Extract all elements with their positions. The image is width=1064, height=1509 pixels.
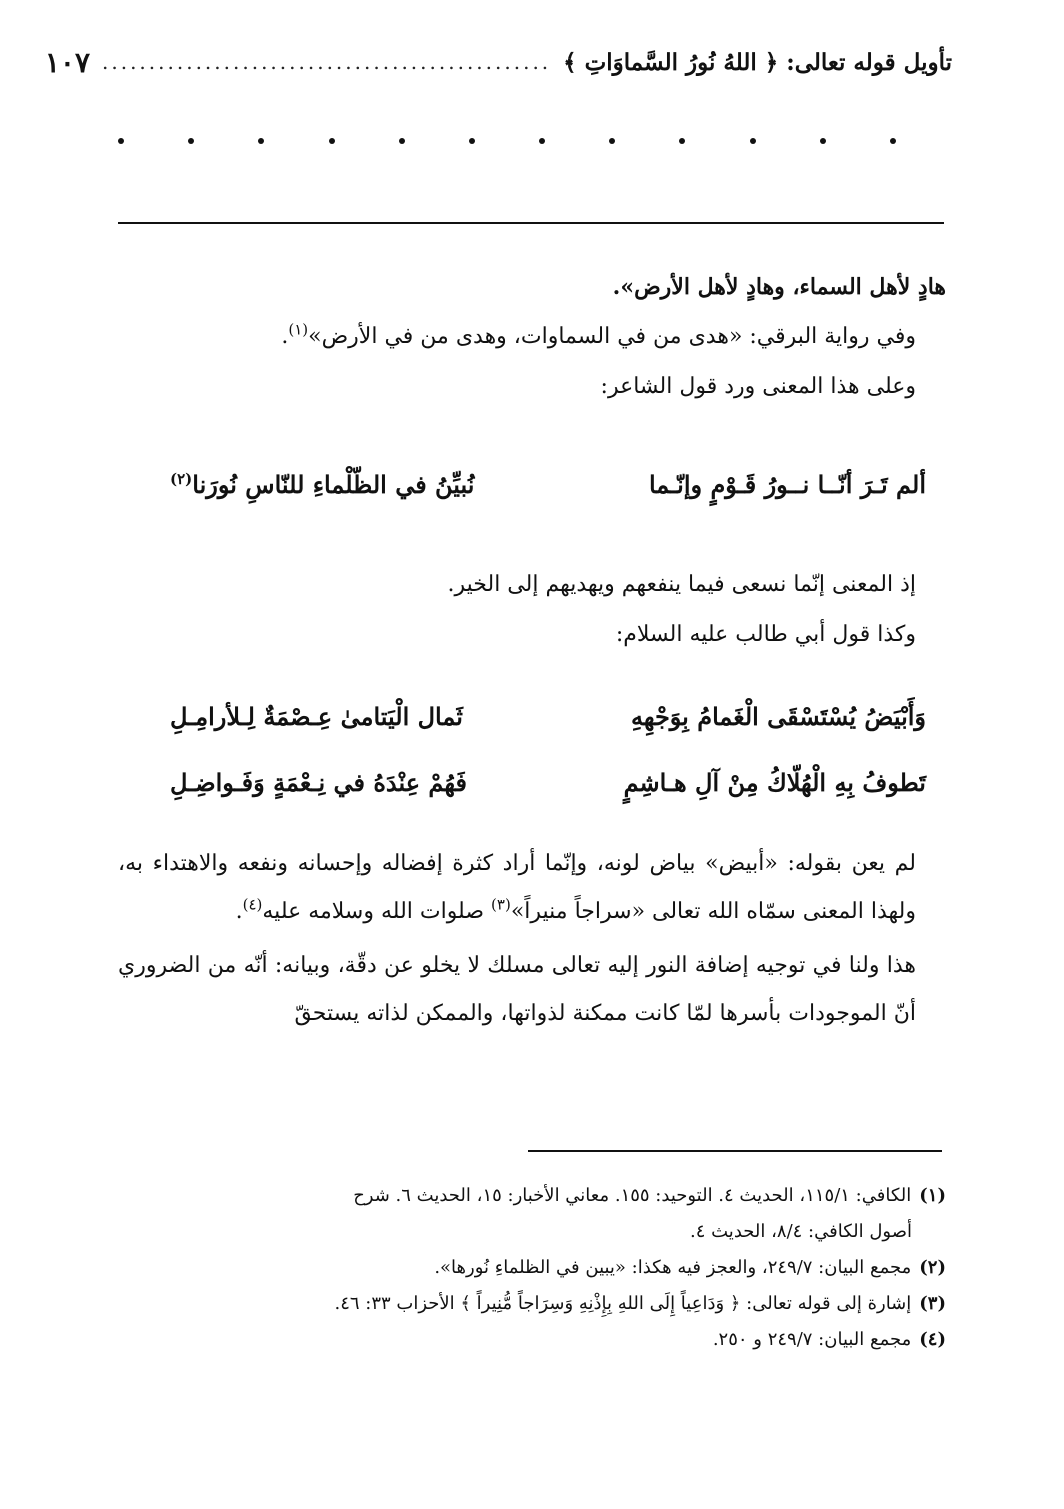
footnote-3-text: إشارة إلى قوله تعالى: ﴿ وَدَاعِياً إِلَى اللهِ بِإِذْنِهِ وَسِرَاجاً مُّنِيراً ﴾ الأحزاب ٣٣: ٤٦. (334, 1293, 912, 1314)
footnote-ref-2: (٢) (170, 470, 193, 488)
footnote-1-number: (١) (919, 1185, 946, 1206)
verse-3-first-hemistich: تَطوفُ بِهِ الْهُلّاكُ مِنْ آلِ هـاشِمٍ (623, 768, 926, 797)
footnote-ref-1: (١) (288, 320, 309, 339)
dot (329, 138, 335, 144)
footnote-2 (110, 1250, 946, 1286)
footnote-1-continued: أصول الكافي: ٨/٤، الحديث ٤. (690, 1221, 912, 1242)
page-number: ١٠٧ (44, 45, 90, 79)
paragraph-block-3 (118, 840, 946, 1038)
footnote-3-number: (٣) (919, 1293, 946, 1314)
footnote-2-number: (٢) (919, 1257, 946, 1278)
ornament-dots (118, 138, 896, 144)
verse-line-1 (170, 470, 926, 520)
footnote-1 (110, 1178, 946, 1214)
footnote-4-number: (٤) (919, 1329, 946, 1350)
footnote-4-text: مجمع البيان: ٢٤٩/٧ و ٢٥٠. (712, 1329, 912, 1350)
header-title: تأويل قوله تعالى: ﴿ اللهُ نُورُ السَّماوَاتِ ﴾ (563, 48, 952, 76)
running-header (44, 40, 952, 84)
paragraph-nur: هذا ولنا في توجيه إضافة النور إليه تعالى مسلك لا يخلو عن دقّة، وبيانه: أنّه من الضروري أنّ الموجودات بأسرها لمّا كانت ممكنة لذواتها، والممكن لذاته يستحقّ (118, 953, 916, 1026)
paragraph-poet-intro: وعلى هذا المعنى ورد قول الشاعر: (600, 374, 916, 399)
verse-2-second-hemistich: ثَمال الْيَتامىٰ عِـصْمَةٌ لِـلأرامِـلِ (170, 702, 463, 731)
footnote-4 (110, 1322, 946, 1358)
paragraph-abu-talib: وكذا قول أبي طالب عليه السلام: (615, 622, 916, 647)
footnote-divider (528, 1150, 942, 1152)
verse-2-first-hemistich: وَأَبْيَضُ يُسْتَسْقَى الْغَمامُ بِوَجْهِهِ (631, 702, 926, 731)
paragraph-barqi-text: وفي رواية البرقي: «هدى من في السماوات، وهدى من في الأرض» (308, 324, 916, 349)
footnote-1-text: الكافي: ١١٥/١، الحديث ٤. التوحيد: ١٥٥. معاني الأخبار: ١٥، الحديث ٦. شرح (353, 1185, 912, 1206)
dot (118, 138, 124, 144)
paragraph-abyad: لم يعن بقوله: «أبيض» بياض لونه، وإنّما أراد كثرة إفضاله وإحسانه ونفعه والاهتداء به، ولهذا المعنى سمّاه الله تعالى «سراجاً منيراً»$^{(٣)}$ صلوات الله وسلامه عليه$^{(٤)}$. (118, 851, 916, 924)
paragraph-meaning: إذ المعنى إنّما نسعى فيما ينفعهم ويهديهم إلى الخير. (447, 572, 916, 597)
verse-line-2 (170, 702, 926, 752)
dot (609, 138, 615, 144)
paragraph-hadi: هادٍ لأهل السماء، وهادٍ لأهل الأرض». (612, 274, 946, 300)
dot (469, 138, 475, 144)
verse-line-3 (170, 768, 926, 818)
dot (890, 138, 896, 144)
footnote-2-text: مجمع البيان: ٢٤٩/٧، والعجز فيه هكذا: «يبين في الظلماءِ نُورها». (434, 1257, 912, 1278)
footnote-ref-4: (٤) (242, 895, 263, 914)
dot (750, 138, 756, 144)
paragraph-abyad-text: لم يعن بقوله: «أبيض» بياض لونه، وإنّما أراد كثرة إفضاله وإحسانه ونفعه والاهتداء به، ولهذا المعنى سمّاه الله تعالى «سراجاً منيراً» (118, 851, 916, 924)
dot (679, 138, 685, 144)
paragraph-abyad-tail: صلوات الله وسلامه عليه (262, 899, 492, 924)
dot (399, 138, 405, 144)
verse-1-second-hemistich (170, 470, 474, 520)
footnotes (110, 1178, 946, 1358)
footnote-ref-3: (٣) (491, 895, 511, 914)
paragraph-block-1 (118, 262, 946, 412)
dot (188, 138, 194, 144)
header-divider (118, 222, 944, 224)
verse-1-second-text: نُبيِّنُ في الظّلْماءِ للنّاسِ نُورَنا (192, 470, 475, 499)
dot (258, 138, 264, 144)
dot (539, 138, 545, 144)
verse-1-first-hemistich: ألم تَـرَ أنّــا نــورُ قَـوْمٍ وإنّـما (648, 470, 926, 499)
paragraph-block-2 (118, 560, 946, 660)
footnote-3 (110, 1286, 946, 1322)
paragraph-barqi: وفي رواية البرقي: «هدى من في السماوات، وهدى من في الأرض»$^{(١)}$. (281, 320, 916, 349)
dot (820, 138, 826, 144)
header-leader-dots: ................................................ (102, 50, 552, 74)
verse-3-second-hemistich: فَهُمْ عِنْدَهُ في نِـعْمَةٍ وَفَـواضِـلِ (170, 768, 467, 797)
